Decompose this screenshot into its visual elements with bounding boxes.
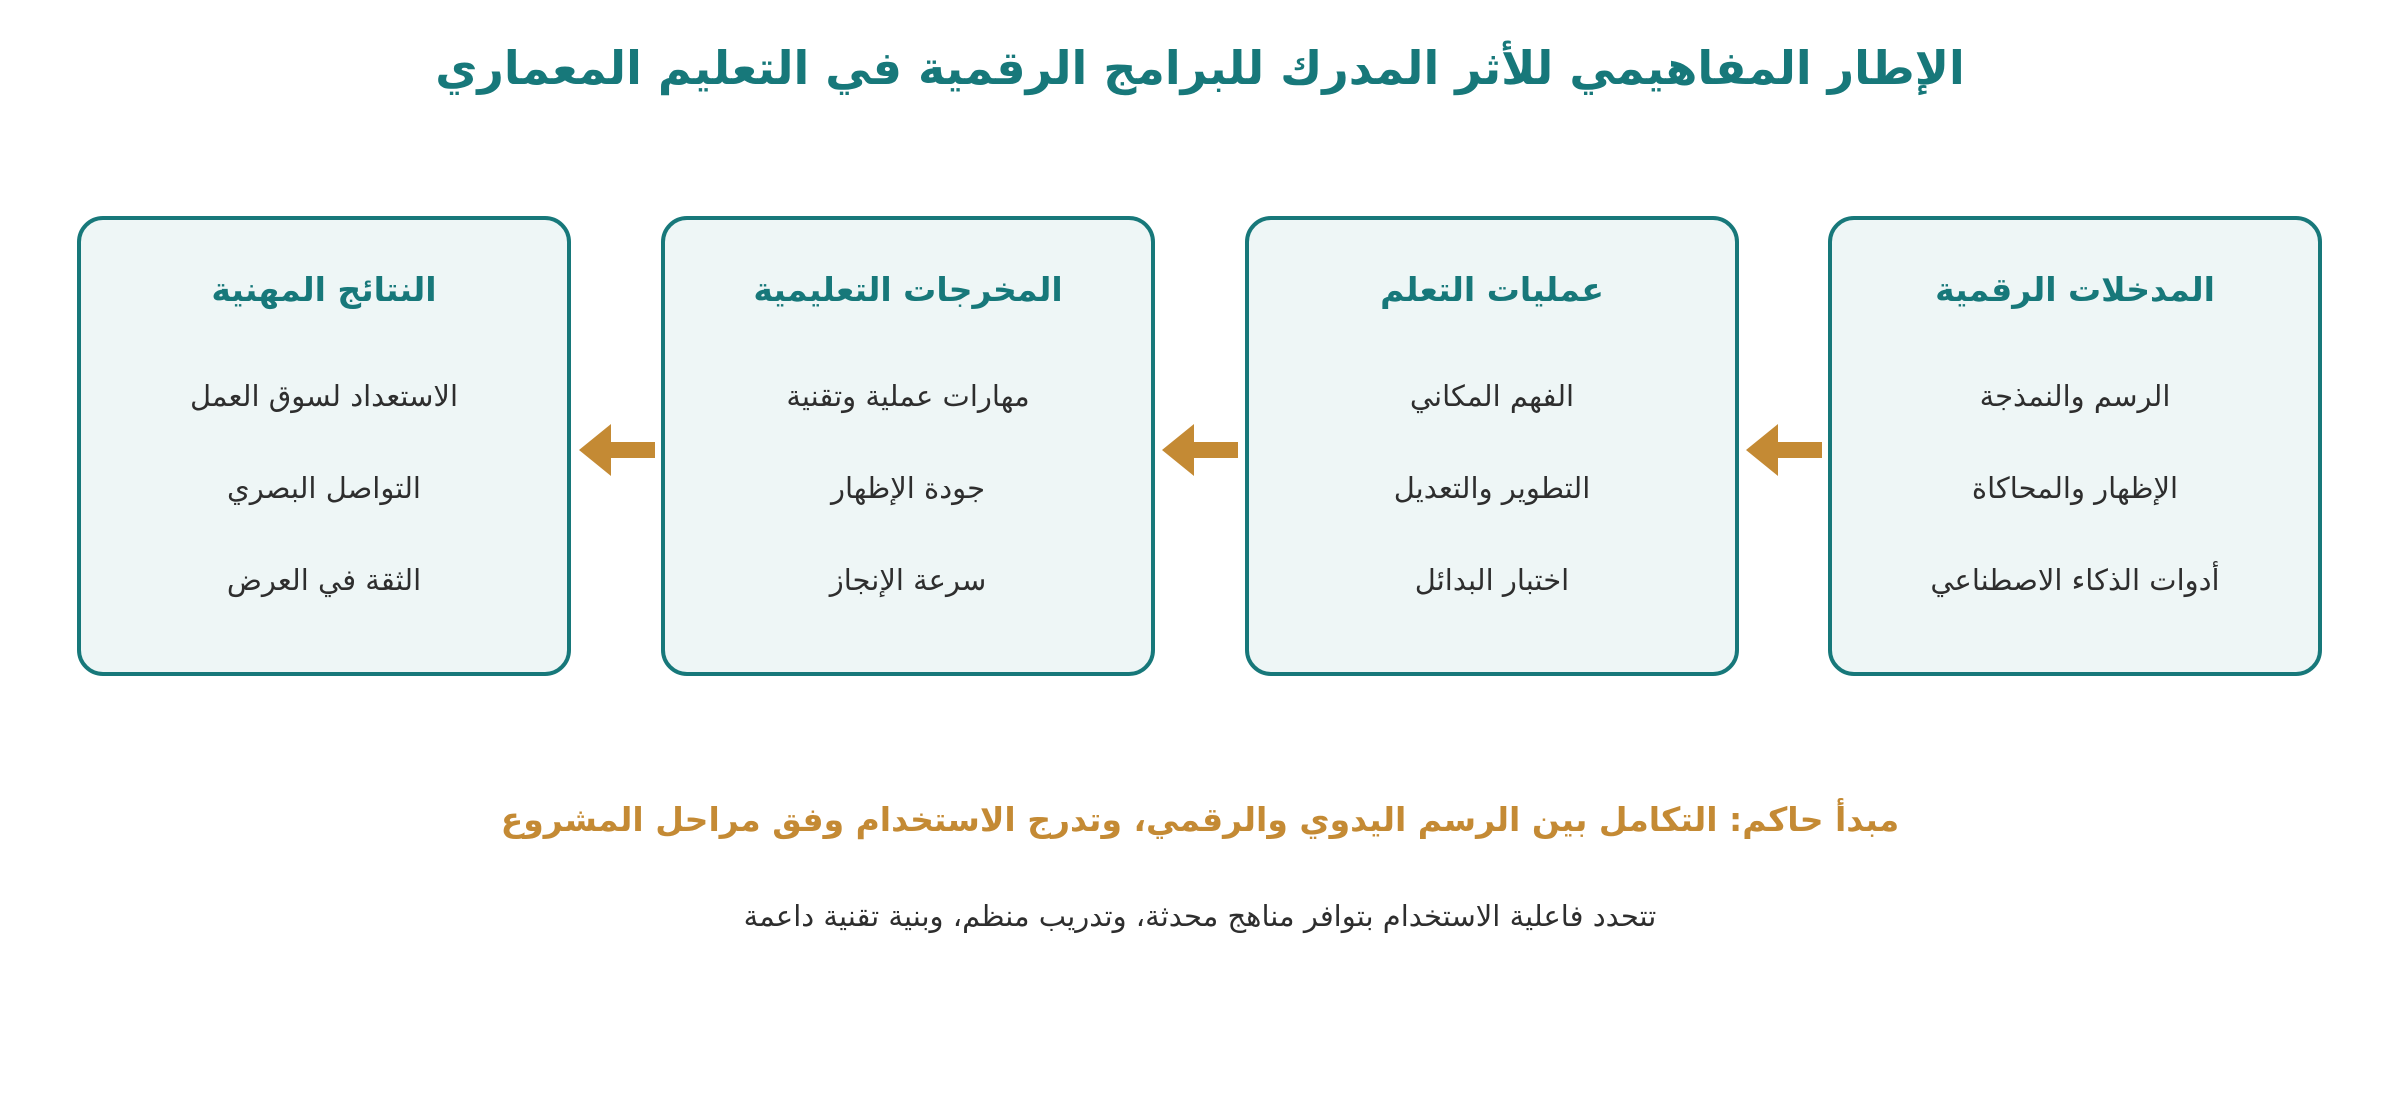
stage-items bbox=[1249, 368, 1735, 644]
stage-item: الثقة في العرض bbox=[226, 563, 422, 597]
stage-item: اختبار البدائل bbox=[1414, 563, 1570, 597]
stage-title: المخرجات التعليمية bbox=[753, 270, 1063, 309]
stage-box-digital-inputs bbox=[1828, 216, 2322, 676]
stage-item: أدوات الذكاء الاصطناعي bbox=[1930, 563, 2220, 597]
governing-principle: مبدأ حاكم: التكامل بين الرسم اليدوي والرقمي، وتدرج الاستخدام وفق مراحل المشروع bbox=[500, 800, 1900, 839]
diagram-title: الإطار المفاهيمي للأثر المدرك للبرامج الرقمية في التعليم المعماري bbox=[435, 41, 1965, 95]
stage-box-educational-outputs bbox=[661, 216, 1155, 676]
stage-title: النتائج المهنية bbox=[211, 270, 437, 309]
stage-item: الرسم والنمذجة bbox=[1979, 379, 2171, 413]
stage-items bbox=[1832, 368, 2318, 644]
arrow-left-icon bbox=[577, 420, 657, 480]
stage-title: عمليات التعلم bbox=[1380, 270, 1604, 309]
stage-box-learning-processes bbox=[1245, 216, 1739, 676]
arrow-left-icon bbox=[1160, 420, 1240, 480]
stage-items bbox=[81, 368, 567, 644]
stage-box-professional-results bbox=[77, 216, 571, 676]
stage-item: سرعة الإنجاز bbox=[829, 563, 987, 597]
stage-item: الاستعداد لسوق العمل bbox=[189, 379, 459, 413]
stage-item: التواصل البصري bbox=[227, 471, 421, 505]
stage-item: جودة الإظهار bbox=[830, 471, 986, 505]
stage-items bbox=[665, 368, 1151, 644]
arrow-left-icon bbox=[1744, 420, 1824, 480]
stage-item: التطوير والتعديل bbox=[1393, 471, 1591, 505]
stage-title: المدخلات الرقمية bbox=[1935, 270, 2215, 309]
stage-item: مهارات عملية وتقنية bbox=[786, 379, 1030, 413]
stage-item: الإظهار والمحاكاة bbox=[1971, 471, 2179, 505]
stage-item: الفهم المكاني bbox=[1409, 379, 1575, 413]
effectiveness-note: تتحدد فاعلية الاستخدام بتوافر مناهج محدثة، وتدريب منظم، وبنية تقنية داعمة bbox=[743, 899, 1657, 933]
